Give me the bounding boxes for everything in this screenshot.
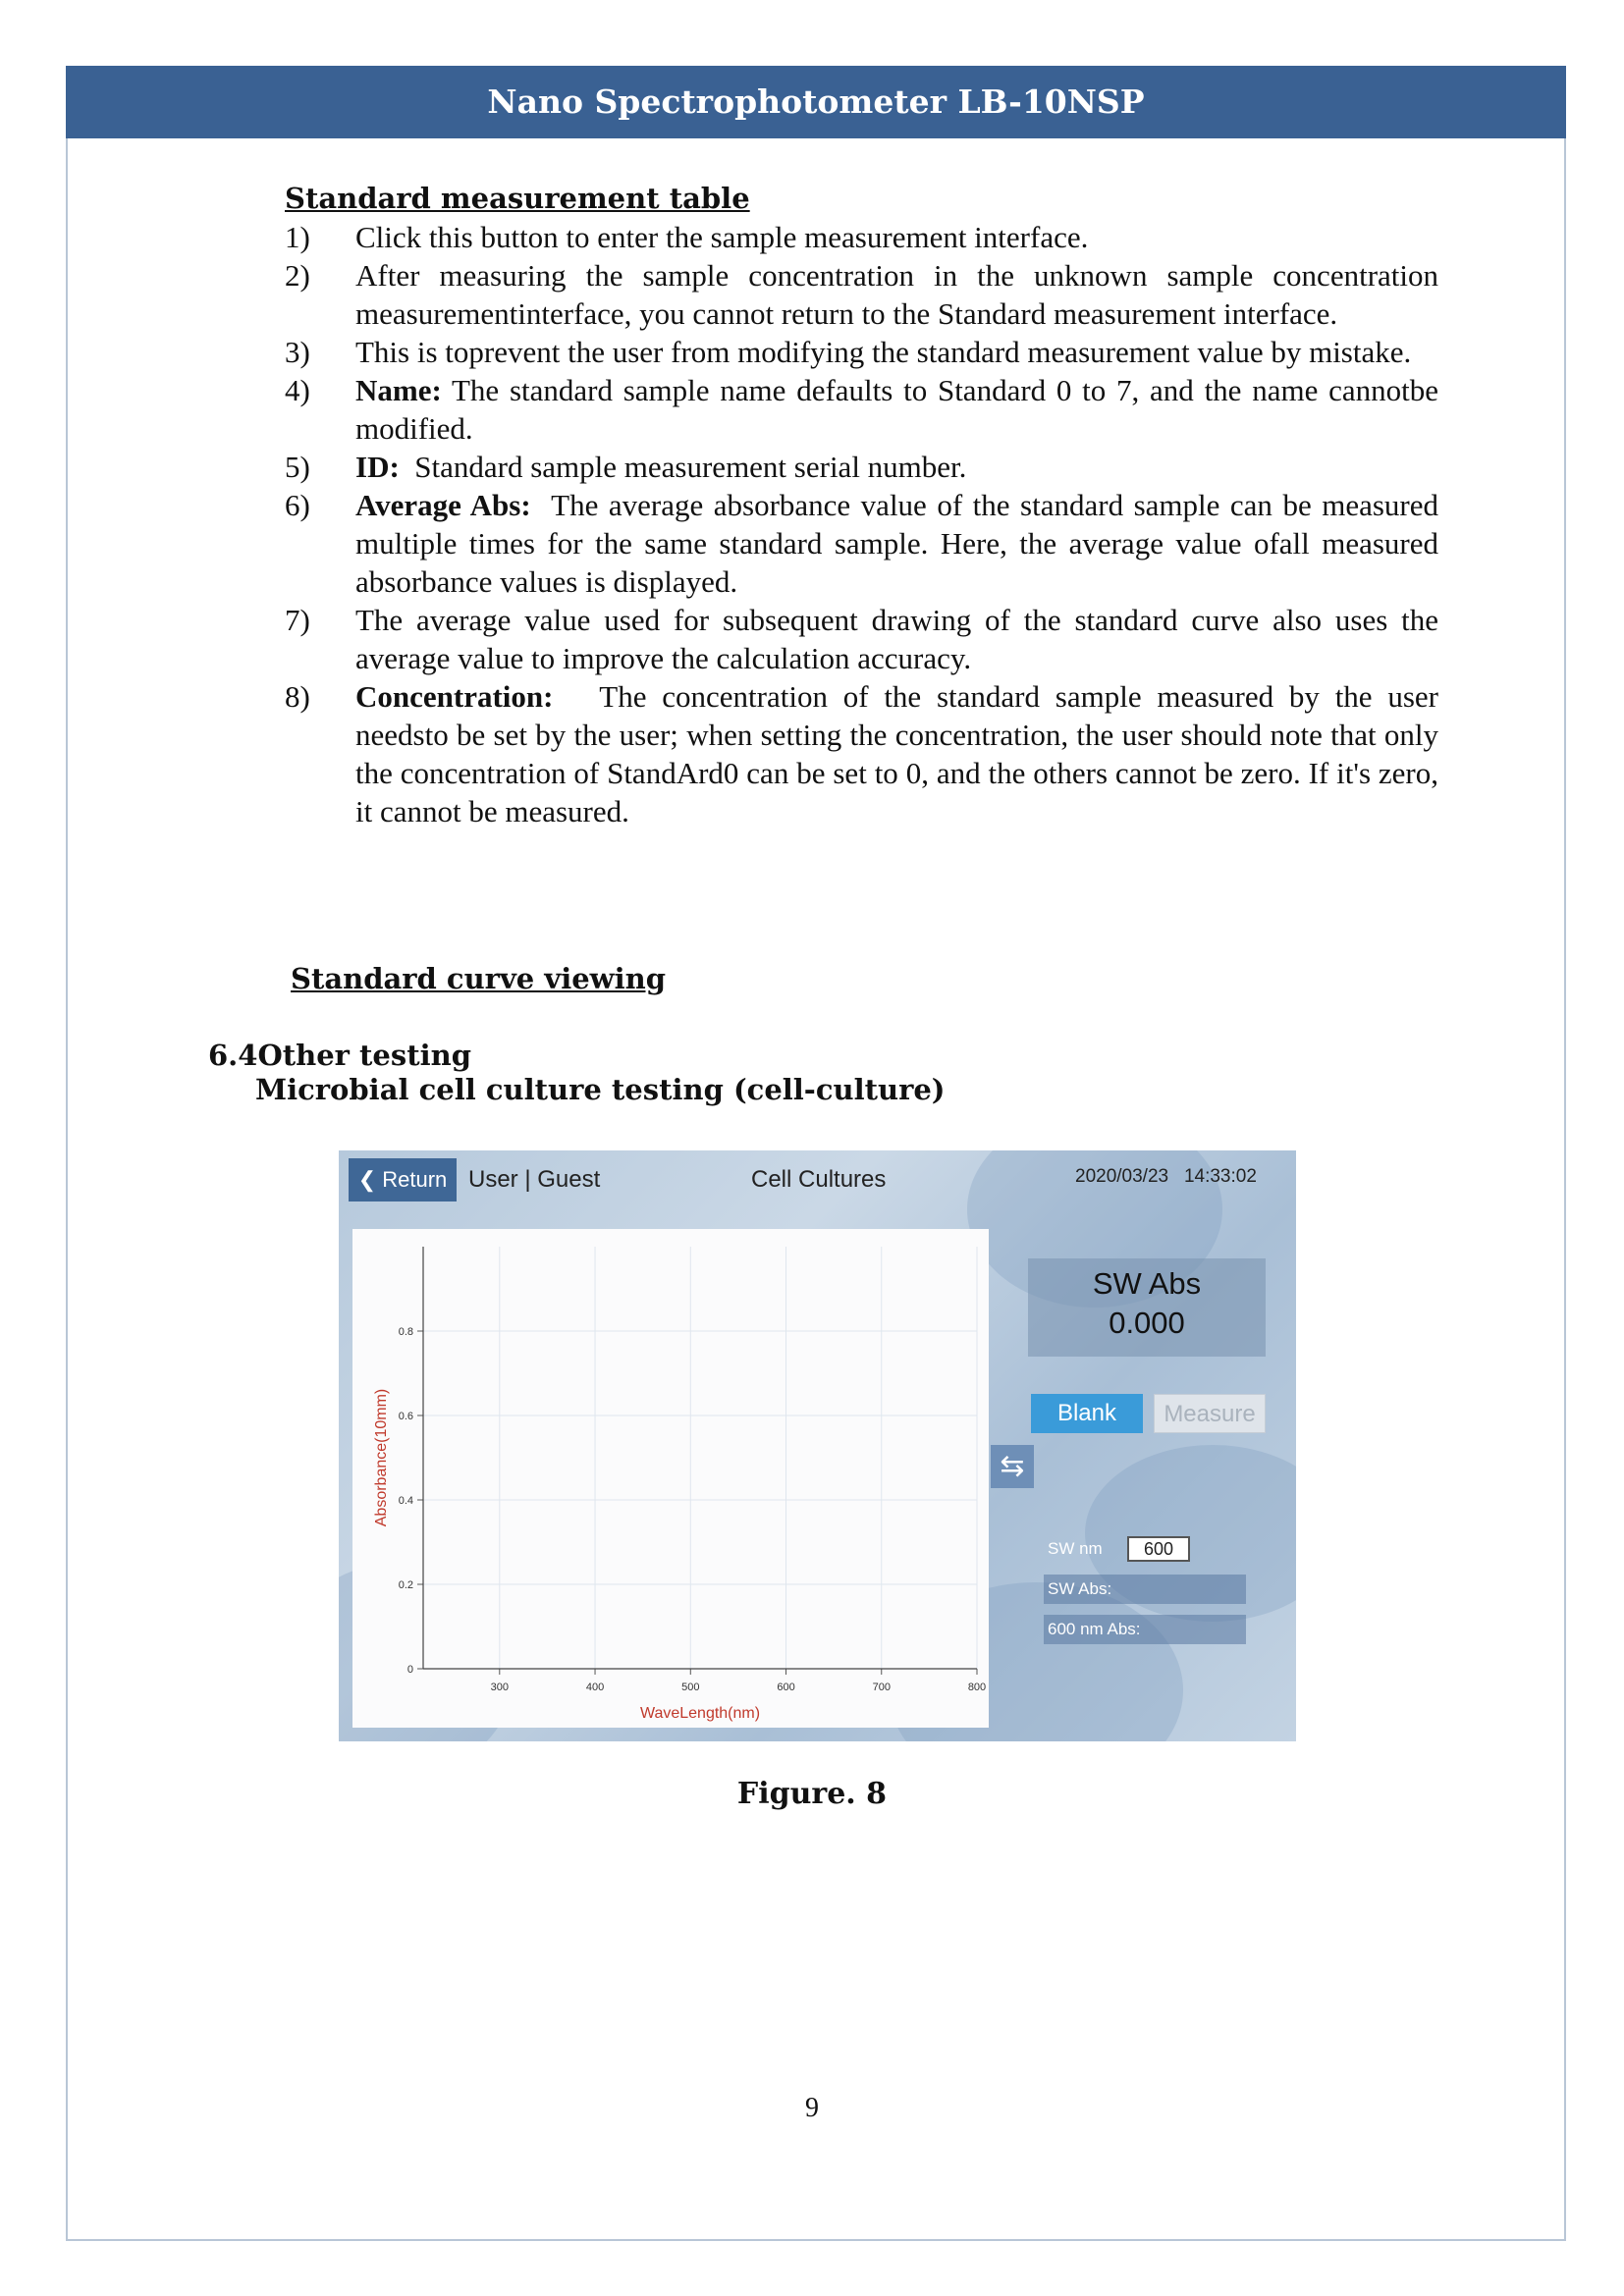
list-item-number: 2) xyxy=(285,258,310,293)
numbered-list xyxy=(285,218,1446,830)
nm600-abs-row: 600 nm Abs: xyxy=(1044,1615,1246,1644)
x-tick-label: 300 xyxy=(490,1682,509,1693)
swap-arrows-icon[interactable]: ⇆ xyxy=(991,1445,1034,1488)
sw-abs-row: SW Abs: xyxy=(1044,1575,1246,1604)
spectrum-chart xyxy=(352,1229,989,1728)
list-item-number: 3) xyxy=(285,335,310,369)
list-item xyxy=(285,256,1446,333)
y-axis-label: Absorbance(10mm) xyxy=(373,1388,390,1527)
datetime-label xyxy=(1075,1166,1257,1188)
list-item xyxy=(285,486,1446,601)
y-tick-label: 0.8 xyxy=(398,1326,413,1338)
list-item-body: The concentration of the standard sample measured by the user needsto be set by the user; when setting the concentration, the user should note that only the concentration of StandArd0 can be set to 0, and the others cannot be zero. If it's zero, it cannot be measured. xyxy=(355,679,1446,828)
section-heading-standard-table: Standard measurement table xyxy=(285,182,750,215)
y-tick-label: 0.6 xyxy=(398,1411,413,1422)
date-text: 2020/03/23 xyxy=(1075,1166,1169,1187)
list-item-text xyxy=(355,218,1438,256)
x-tick-label: 600 xyxy=(777,1682,795,1693)
blank-button[interactable]: Blank xyxy=(1031,1394,1143,1433)
sw-nm-label: SW nm xyxy=(1048,1539,1103,1558)
list-item-text xyxy=(355,601,1446,677)
section-heading-other-testing xyxy=(208,1039,471,1072)
list-item-text xyxy=(355,333,1438,371)
x-tick-label: 500 xyxy=(681,1682,700,1693)
x-tick-label: 700 xyxy=(872,1682,891,1693)
list-item-body: After measuring the sample concentration in the unknown sample concentration measurementinterface, you cannot return to the Standard measurement interface. xyxy=(355,258,1446,331)
list-item-number: 6) xyxy=(285,488,310,522)
list-item-term: Concentration: xyxy=(355,679,554,714)
section-title: Other testing xyxy=(257,1039,471,1072)
figure-caption: Figure. 8 xyxy=(736,1777,888,1811)
list-item-term: ID: xyxy=(355,450,400,484)
sw-abs-value: 0.000 xyxy=(1109,1306,1185,1340)
list-item xyxy=(285,601,1446,677)
list-item xyxy=(285,333,1438,371)
list-item-body: Click this button to enter the sample measurement interface. xyxy=(355,220,1089,254)
time-text: 14:33:02 xyxy=(1183,1166,1257,1187)
y-tick-label: 0.4 xyxy=(398,1495,413,1507)
sw-nm-input[interactable]: 600 xyxy=(1127,1536,1190,1562)
list-item-number: 7) xyxy=(285,603,310,637)
subheading-cell-culture: Microbial cell culture testing (cell-culture) xyxy=(255,1073,946,1106)
chevron-left-icon: ❮ xyxy=(357,1167,377,1192)
list-item-number: 1) xyxy=(285,220,310,254)
list-item-number: 5) xyxy=(285,450,310,484)
list-item-term: Average Abs: xyxy=(355,488,531,522)
list-item-term: Name: xyxy=(355,373,442,407)
x-tick-label: 400 xyxy=(585,1682,605,1693)
spectrum-plot-panel xyxy=(352,1229,989,1728)
x-tick-label: 800 xyxy=(967,1682,987,1693)
list-item-number: 4) xyxy=(285,373,310,407)
list-item-text xyxy=(355,677,1446,830)
return-label: Return xyxy=(382,1167,448,1192)
list-item xyxy=(285,371,1446,448)
sw-abs-title: SW Abs xyxy=(1092,1266,1202,1301)
y-tick-label: 0 xyxy=(406,1664,413,1676)
measure-button[interactable]: Measure xyxy=(1154,1394,1266,1433)
list-item-text xyxy=(355,256,1446,333)
list-item-body: The average absorbance value of the standard sample can be measured multiple times for the same standard sample. Here, the average value ofall measured absorbance values is displayed. xyxy=(355,488,1446,599)
document-header: Nano Spectrophotometer LB-10NSP xyxy=(66,66,1566,138)
list-item-number: 8) xyxy=(285,679,310,714)
list-item-body: Standard sample measurement serial number. xyxy=(399,450,967,484)
section-number: 6.4 xyxy=(208,1039,258,1072)
screen-title: Cell Cultures xyxy=(751,1166,887,1193)
list-item xyxy=(285,218,1438,256)
list-item-body: The standard sample name defaults to Standard 0 to 7, and the name cannotbe modified. xyxy=(355,373,1446,446)
list-item-text xyxy=(355,371,1446,448)
list-item-body: This is toprevent the user from modifying the standard measurement value by mistake. xyxy=(355,335,1412,369)
sw-abs-display xyxy=(1028,1258,1266,1357)
section-heading-curve-viewing: Standard curve viewing xyxy=(291,962,667,995)
list-item xyxy=(285,448,1438,486)
y-tick-label: 0.2 xyxy=(398,1579,413,1591)
page-number: 9 xyxy=(805,2093,819,2123)
list-item-body: The average value used for subsequent drawing of the standard curve also uses the average value to improve the calculation accuracy. xyxy=(355,603,1446,675)
list-item-text xyxy=(355,448,1438,486)
list-item-text xyxy=(355,486,1446,601)
return-button[interactable] xyxy=(349,1158,457,1201)
screen-topbar xyxy=(349,1158,1286,1201)
x-axis-label: WaveLength(nm) xyxy=(639,1705,761,1722)
list-item xyxy=(285,677,1446,830)
sw-nm-row xyxy=(1044,1534,1246,1564)
device-screenshot xyxy=(339,1150,1296,1741)
user-label: User | Guest xyxy=(468,1166,601,1193)
